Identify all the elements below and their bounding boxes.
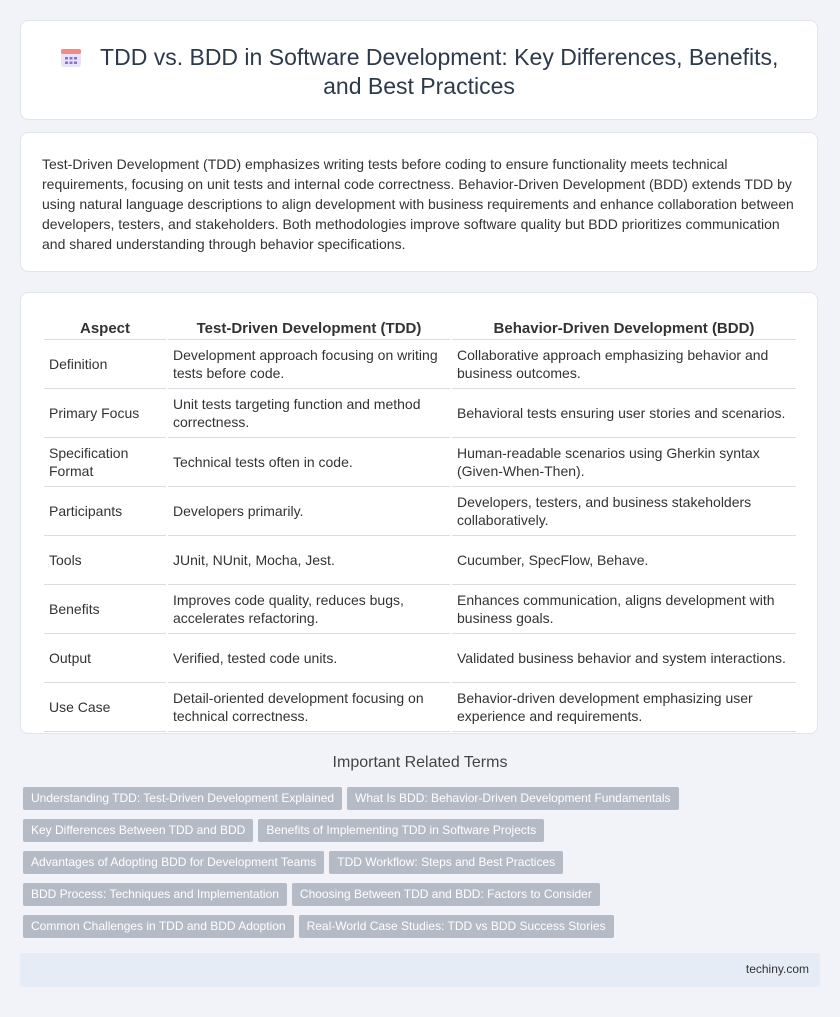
tdd-cell: Unit tests targeting function and method correctness.: [168, 389, 450, 438]
title-wrap: [51, 43, 787, 101]
intro-paragraph: Test-Driven Development (TDD) emphasizes writing tests before coding to ensure functionality meets technical requirements, focusing on unit tests and internal code correctness. Behavior-Driven Development (BDD) extends TDD by using natural language descriptions to align development with business requirements and enhance collaboration between developers, testers, and stakeholders. Both methodologies improve software quality but BDD prioritizes communication and shared understanding through behavior specifications.: [42, 156, 794, 252]
aspect-cell: Benefits: [44, 585, 166, 634]
related-terms-heading: Important Related Terms: [332, 754, 508, 771]
related-terms-list: [23, 787, 813, 947]
calendar-icon: [60, 46, 82, 68]
related-term-link[interactable]: Benefits of Implementing TDD in Software Projects: [258, 819, 544, 842]
footer: [20, 953, 820, 987]
related-term-link[interactable]: TDD Workflow: Steps and Best Practices: [329, 851, 563, 874]
comparison-table: [42, 315, 798, 732]
tdd-cell: JUnit, NUnit, Mocha, Jest.: [168, 536, 450, 585]
bdd-cell: Validated business behavior and system interactions.: [452, 634, 796, 683]
table-row: [44, 634, 796, 683]
tag-row: [23, 915, 813, 947]
intro-card: [20, 132, 818, 272]
tdd-cell: Detail-oriented development focusing on technical correctness.: [168, 683, 450, 732]
tdd-cell: Technical tests often in code.: [168, 438, 450, 487]
table-row: [44, 438, 796, 487]
table-row: [44, 487, 796, 536]
related-term-link[interactable]: BDD Process: Techniques and Implementation: [23, 883, 287, 906]
footer-site-link[interactable]: techiny.com: [745, 962, 809, 976]
table-row: [44, 389, 796, 438]
aspect-cell: Primary Focus: [44, 389, 166, 438]
related-term-link[interactable]: Understanding TDD: Test-Driven Development Explained: [23, 787, 342, 810]
table-row: [44, 536, 796, 585]
tag-row: [23, 819, 813, 851]
bdd-cell: Developers, testers, and business stakeholders collaboratively.: [452, 487, 796, 536]
aspect-cell: Use Case: [44, 683, 166, 732]
tdd-cell: Improves code quality, reduces bugs, accelerates refactoring.: [168, 585, 450, 634]
column-header-aspect: Aspect: [44, 315, 166, 340]
tag-row: [23, 883, 813, 915]
table-row: [44, 340, 796, 389]
comparison-table-card: [20, 292, 818, 734]
tdd-cell: Developers primarily.: [168, 487, 450, 536]
table-row: [44, 683, 796, 732]
aspect-cell: Definition: [44, 340, 166, 389]
tdd-cell: Development approach focusing on writing tests before code.: [168, 340, 450, 389]
bdd-cell: Human-readable scenarios using Gherkin syntax (Given-When-Then).: [452, 438, 796, 487]
bdd-cell: Enhances communication, aligns development with business goals.: [452, 585, 796, 634]
tdd-cell: Verified, tested code units.: [168, 634, 450, 683]
aspect-cell: Tools: [44, 536, 166, 585]
related-term-link[interactable]: What Is BDD: Behavior-Driven Development Fundamentals: [347, 787, 678, 810]
aspect-cell: Participants: [44, 487, 166, 536]
bdd-cell: Behavior-driven development emphasizing user experience and requirements.: [452, 683, 796, 732]
column-header-bdd: Behavior-Driven Development (BDD): [452, 315, 796, 340]
bdd-cell: Behavioral tests ensuring user stories and scenarios.: [452, 389, 796, 438]
table-row: [44, 585, 796, 634]
related-term-link[interactable]: Key Differences Between TDD and BDD: [23, 819, 253, 842]
table-header-row: [44, 315, 796, 340]
tag-row: [23, 851, 813, 883]
bdd-cell: Cucumber, SpecFlow, Behave.: [452, 536, 796, 585]
related-term-link[interactable]: Choosing Between TDD and BDD: Factors to Consider: [292, 883, 600, 906]
column-header-tdd: Test-Driven Development (TDD): [168, 315, 450, 340]
related-term-link[interactable]: Common Challenges in TDD and BDD Adoption: [23, 915, 294, 938]
bdd-cell: Collaborative approach emphasizing behavior and business outcomes.: [452, 340, 796, 389]
related-term-link[interactable]: Real-World Case Studies: TDD vs BDD Success Stories: [299, 915, 614, 938]
related-term-link[interactable]: Advantages of Adopting BDD for Development Teams: [23, 851, 324, 874]
page-title: TDD vs. BDD in Software Development: Key Differences, Benefits, and Best Practices: [100, 44, 779, 99]
aspect-cell: Output: [44, 634, 166, 683]
tag-row: [23, 787, 813, 819]
aspect-cell: Specification Format: [44, 438, 166, 487]
header-card: [20, 20, 818, 120]
